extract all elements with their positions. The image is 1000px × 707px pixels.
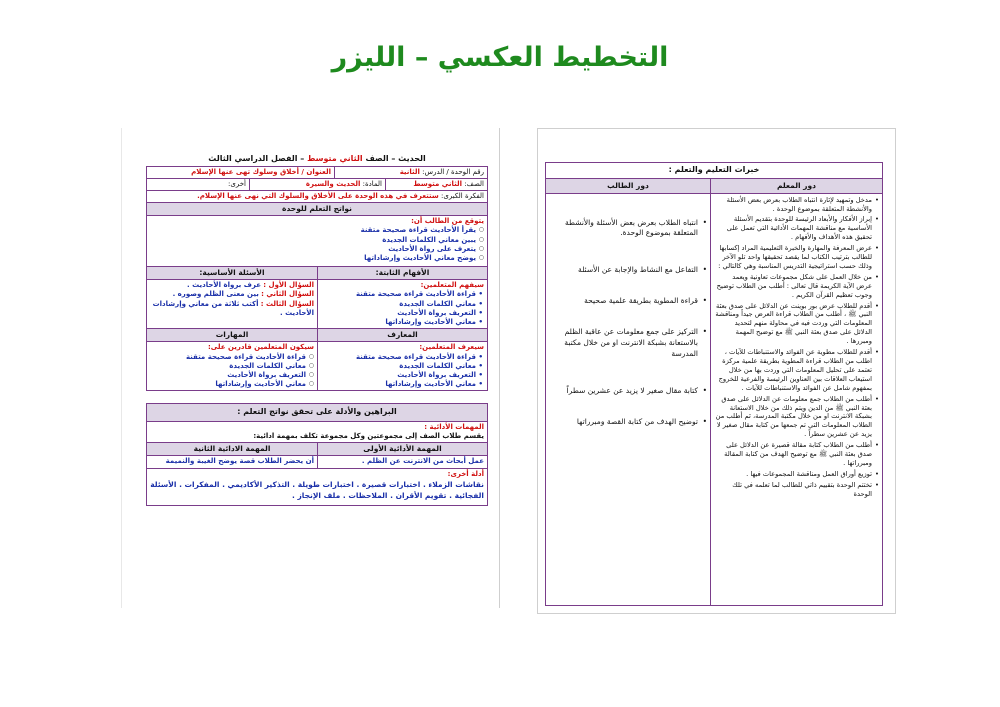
question-2: السؤال الثاني : بين معنى الظلم وصوره . xyxy=(172,290,314,299)
list-item: • التعريف برواة الأحاديث xyxy=(321,309,476,318)
skills-list xyxy=(150,353,314,390)
skills-title: سيكون المتعلمين قادرين على: xyxy=(207,343,314,352)
list-item: • تختتم الوحدة بتقييم ذاتي للطالب لما تعلمه في تلك الوحدة xyxy=(715,481,872,499)
list-item: • معاني الكلمات الجديدة xyxy=(321,300,476,309)
list-item: • التركيز على جمع معلومات عن عاقبة الظلم بالاستعانة بشبكة الانترنت او من خلال مكتبة المدرسة xyxy=(552,327,698,360)
material-label: المادة: xyxy=(362,179,382,188)
plan-header: الحديث – الصف الثاني متوسط – الفصل الدراسي الثالث xyxy=(208,154,426,163)
grade-label: الصف xyxy=(365,154,389,163)
material: الحديث والسيرة xyxy=(305,179,361,188)
list-item: • التعريف برواة الأحاديث xyxy=(321,371,476,380)
list-item: • أطلب من الطلاب جمع معلومات عن الدلائل على صدق بعثة النبي ﷺ من الدين ويتم ذلك من خلال الاستعانة بشبكة الانترنت او من خلال مكتبة المدرسة، ثم أطلب من الطلاب المعلومات التي تم جمعها من كتابة مقال صغير لا يزيد عن عشرين سطراً . xyxy=(715,395,872,440)
evidence-title: البراهين والأدلة على تحقق نواتج التعلم : xyxy=(147,404,487,421)
list-item: • مدخل وتمهيد لإثارة انتباه الطلاب بعرض بعض الأسئلة والأنشطة المتعلقة بموضوع الوحدة . xyxy=(715,196,872,214)
understandings-title: سيفهم المتعلمين: xyxy=(420,281,484,290)
other-evidence-title: أدلة أخرى: xyxy=(447,469,484,478)
page-title: التخطيط العكسي – الليزر xyxy=(331,42,669,73)
teacher-header: دور المعلم xyxy=(711,179,882,194)
unit-title: العنوان / أخلاق وسلوك تهى عنها الإسلام xyxy=(191,167,331,176)
grade2-label: الصف: xyxy=(464,179,484,188)
task1: عمل أبحاث من الانترنت عن الظلم . xyxy=(317,456,487,467)
list-item: • انتباه الطلاب بعرض بعض الأسئلة والأنشطة المتعلقة بموضوع الوحدة. xyxy=(552,218,698,240)
teacher-column xyxy=(710,179,882,606)
skills-header: المهارات xyxy=(147,329,317,341)
list-item: • من خلال العمل على شكل مجموعات تعاونية ويعمد عرض الآية الكريمة قال تعالى : أطلب من الطلاب توضيح وجوب تعظيم القرآن الكريم . xyxy=(715,273,872,300)
expected-title: يتوقع من الطالب أن: xyxy=(411,217,484,226)
big-idea: ستتعرف في هذه الوحدة على الأخلاق والسلوك التي نهى عنها الإسلام. xyxy=(197,192,439,201)
list-item: • قراءة الأحاديث قراءة صحيحة متقنة xyxy=(321,353,476,362)
understandings-list xyxy=(321,290,484,327)
questions-header: الأسئلة الأساسية: xyxy=(147,267,317,279)
list-item: • قراءة الأحاديث قراءة صحيحة متقنة xyxy=(321,290,476,299)
lesson-plan xyxy=(146,153,488,506)
task2-header: المهمة الادائية الثانية xyxy=(147,443,317,455)
semester: الفصل الدراسي الثالث xyxy=(208,154,298,163)
list-item: • إبراز الأفكار والأبعاد الرئيسة للوحدة بتقديم الأسئلة الأساسية مع مناقشة المهمات الأدائية التي تعمل على تحقيق هذه الأهداف والأفهام . xyxy=(715,215,872,242)
list-item: • أقدم للطلاب عرض بور بوينت عن الدلائل على صدق بعثة النبي ﷺ ، أطلب من الطلاب قراءة العرض جيداً ومناقشة المعلومات التي وردت فيه في محاولة منهم لتحديد الدلائل على صدق بعثة النبي ﷺ مع توضيح المهمة ومبررها . xyxy=(715,302,872,347)
student-list xyxy=(546,194,710,428)
other-evidence: نقاشات الزملاء . اختبارات قصيرة . اختبارات طويلة . التذكير الأكاديمي . المفكرات . الأسئلة الفجائية . تقويم الأقران . الملاحظات . ملف الإنجاز . xyxy=(150,479,484,501)
grade: الثاني متوسط xyxy=(307,154,363,163)
subject: الحديث xyxy=(398,154,426,163)
experiences-title: خبرات التعليم والتعلم : xyxy=(546,163,882,179)
other-label: أخرى: xyxy=(228,179,246,188)
list-item: • قراءة المطوية بطريقة علمية صحيحة xyxy=(552,296,698,307)
understandings-header: الأفهام الثابتة: xyxy=(317,267,487,279)
task1-header: المهمة الأدائية الأولى xyxy=(317,443,487,455)
knowledge-header: المعارف xyxy=(317,329,487,341)
list-item: • عرض المعرفة والمهارة والخبرة التعليمية المراد إكسابها للطالب بترتيب الكتاب لما يقصد تحقيقها واحد تلو الآخر وذلك حسب استراتيجية التدريس المناسبة وهي كالتالي : xyxy=(715,244,872,271)
list-item: ○ معاني الأحاديث وإرشاداتها xyxy=(150,380,306,389)
list-item: ○ يتعرف على رواة الأحاديث xyxy=(150,245,476,254)
list-item: • معاني الأحاديث وإرشاداتها xyxy=(321,380,476,389)
list-item: ○ معاني الكلمات الجديدة xyxy=(150,362,306,371)
knowledge-title: سيعرف المتعلمين: xyxy=(419,343,484,352)
list-item: • توزيع أوراق العمل ومناقشة المجموعات فيها . xyxy=(715,470,872,479)
question-3: السؤال الثالث : أكتب ثلاثة من معاني وإرشادات الأحاديث . xyxy=(152,299,314,317)
grade2: الثاني متوسط xyxy=(413,179,462,188)
teacher-list xyxy=(711,194,882,499)
list-item: ○ قراءة الأحاديث قراءة صحيحة متقنة xyxy=(150,353,306,362)
task2: أن يحضر الطلاب قصة يوضح الغيبة والنميمة xyxy=(165,457,314,466)
list-item: • التفاعل مع النشاط والإجابة عن الأسئلة xyxy=(552,265,698,276)
list-item: ○ التعريف برواة الأحاديث xyxy=(150,371,306,380)
unit-number: الثانية xyxy=(399,167,420,176)
plan-info-box xyxy=(146,166,488,392)
list-item: ○ يقرأ الأحاديث قراءة صحيحة متقنة xyxy=(150,226,476,235)
student-header: دور الطالب xyxy=(546,179,710,194)
student-column xyxy=(546,179,710,606)
outcomes-title: نواتج التعلم للوحدة xyxy=(147,203,487,215)
list-item: ○ يبين معاني الكلمات الجديدة xyxy=(150,236,476,245)
expected-list xyxy=(150,226,484,263)
unit-lesson-label: رقم الوحدة / الدرس: xyxy=(422,167,484,176)
list-item: ○ يوضح معاني الأحاديث وإرشاداتها xyxy=(150,254,476,263)
tasks-intro: يقسم طلاب الصف إلى مجموعتين وكل مجموعة تكلف بمهمة ادائية: xyxy=(253,432,484,441)
big-idea-label: الفكرة الكبرى: xyxy=(441,192,484,201)
question-1: السؤال الأول : عرف برواة الأحاديث . xyxy=(187,281,314,290)
list-item: • توضيح الهدف من كتابة القصة ومبرراتها xyxy=(552,417,698,428)
list-item: • معاني الأحاديث وإرشاداتها xyxy=(321,318,476,327)
list-item: • أطلب من الطلاب كتابة مقالة قصيرة عن الدلائل على صدق بعثة النبي ﷺ مع توضيح الهدف من كتابة المقالة ومبرراتها . xyxy=(715,441,872,468)
experiences-table xyxy=(545,162,883,606)
evidence-box xyxy=(146,403,488,506)
list-item: • أقدم للطلاب مطوية عن الفوائد والاستنباطات للآيات ، اطلب من الطلاب قراءة المطوية بطريقة علمية مركزة تعتمد على تحليل المعلومات التي وردت بها من خلال استيعاب العلاقات بين العناوين الرئيسة والفرعية للخروج بمفهوم شامل عن الفوائد والاستنباطات للآيات . xyxy=(715,348,872,393)
tasks-title: المهمات الأدائية : xyxy=(424,422,484,431)
list-item: • كتابة مقال صغير لا يزيد عن عشرين سطراً xyxy=(552,386,698,397)
knowledge-list xyxy=(321,353,484,390)
list-item: • معاني الكلمات الجديدة xyxy=(321,362,476,371)
